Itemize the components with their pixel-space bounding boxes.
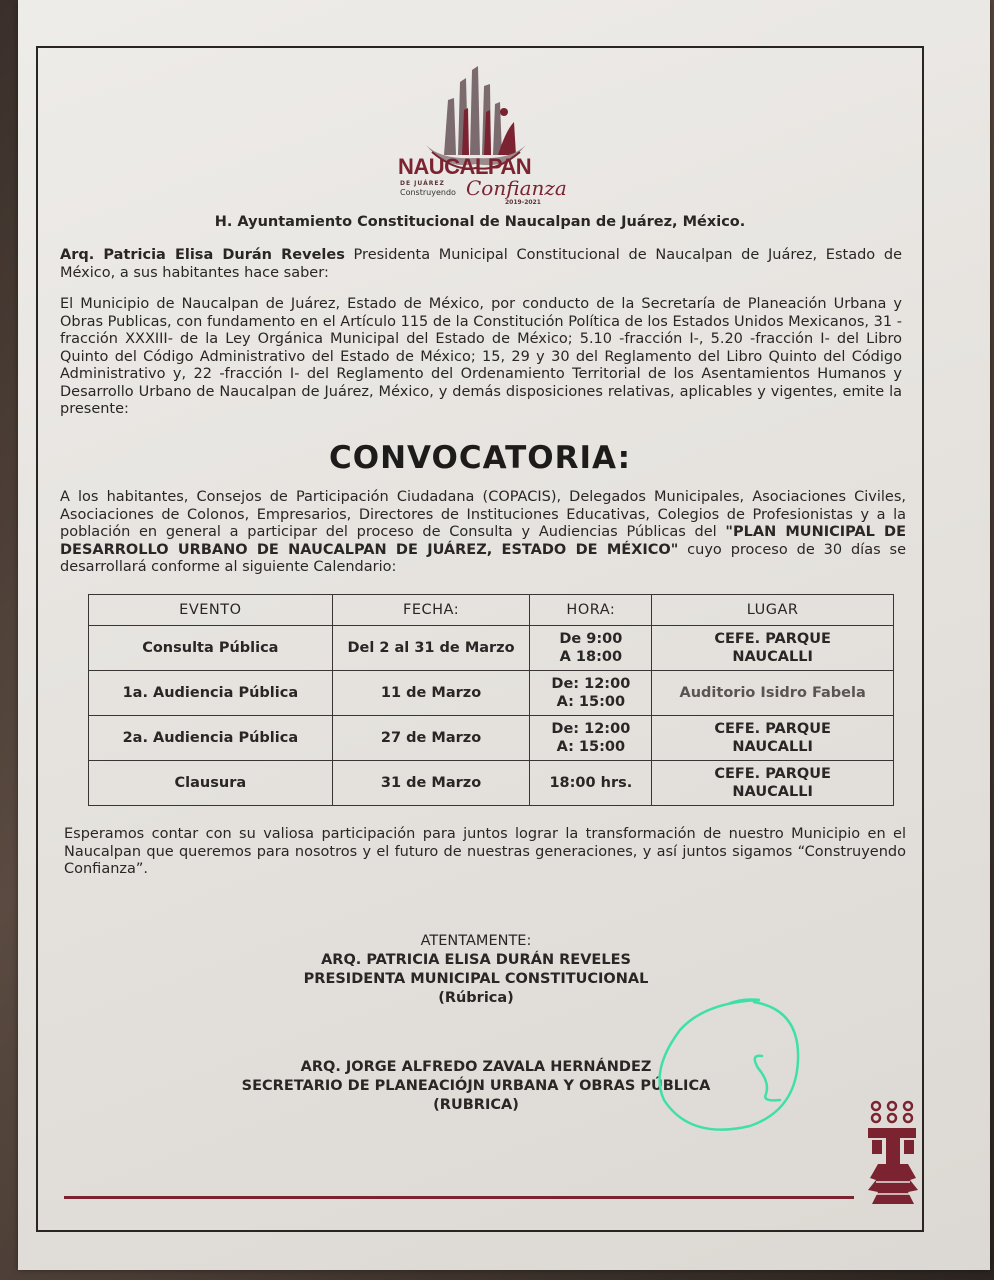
lugar-line2: NAUCALLI — [732, 784, 813, 800]
lugar-line1: Auditorio Isidro Fabela — [679, 685, 866, 701]
hora-start: De: 12:00 — [551, 676, 631, 692]
header-hora: HORA: — [530, 595, 652, 626]
logo-confianza: Confianza — [466, 176, 567, 200]
hora-start: De 9:00 — [559, 631, 623, 647]
hora-end: A: 15:00 — [556, 739, 626, 755]
lugar-line2: NAUCALLI — [732, 739, 813, 755]
hora-end: A: 15:00 — [556, 694, 626, 710]
cell-lugar — [652, 671, 894, 716]
footer-rule — [64, 1196, 854, 1199]
cell-hora — [530, 716, 652, 761]
hand-drawn-circle-annotation — [650, 990, 810, 1140]
call-paragraph — [60, 489, 906, 577]
cell-fecha: 11 de Marzo — [332, 671, 530, 716]
signer-role: SECRETARIO DE PLANEACIÓJN URBANA Y OBRAS PÚBLICA — [241, 1078, 711, 1094]
closing-paragraph: Esperamos contar con su valiosa participación para juntos lograr la transformación de nuestro Municipio en el Naucalpan que queremos para nosotros y el futuro de nuestras generaciones, y así juntos sigamos “Construyendo Confianza”. — [64, 826, 906, 877]
table-row — [89, 716, 894, 761]
table-row — [89, 761, 894, 806]
cell-hora — [530, 671, 652, 716]
cell-lugar — [652, 716, 894, 761]
cell-evento: Clausura — [89, 761, 333, 806]
signer-note: (RUBRICA) — [433, 1097, 519, 1113]
header-lugar: LUGAR — [652, 595, 894, 626]
logo-years: 2019-2021 — [505, 199, 541, 206]
cell-lugar — [652, 761, 894, 806]
table-header-row — [89, 595, 894, 626]
logo-subtitle: DE JUÁREZ — [400, 180, 445, 187]
header-evento: EVENTO — [89, 595, 333, 626]
cell-lugar — [652, 626, 894, 671]
table-row — [89, 671, 894, 716]
intro-paragraph — [60, 247, 902, 282]
cell-hora — [530, 761, 652, 806]
calendar-table — [88, 594, 894, 806]
lugar-line2: NAUCALLI — [732, 649, 813, 665]
legal-paragraph: El Municipio de Naucalpan de Juárez, Estado de México, por conducto de la Secretaría de Planeación Urbana y Obras Publicas, con fundamento en el Artículo 115 de la Constitución Política de los Estados Unidos Mexicanos, 31 -fracción XXXIII- de la Ley Orgánica Municipal del Estado de México; 5.10 -fracción I-, 5.20 -fracción I- del Libro Quinto del Código Administrativo del Estado de México; 15, 29 y 30 del Reglamento del Libro Quinto del Código Administrativo y, 22 -fracción I- del Reglamento del Ordenamiento Territorial de los Asentamientos Humanos y Desarrollo Urbano de Naucalpan de Juárez, México, y demás disposiciones relativas, aplicables y vigentes, emite la presente: — [60, 296, 902, 417]
call-tail: cuyo proceso de 30 días se desarrollará conforme al siguiente Calendario: — [60, 541, 907, 575]
hora-start: De: 12:00 — [551, 721, 631, 737]
lugar-line1: CEFE. PARQUE — [714, 721, 831, 737]
intro-name: Arq. Patricia Elisa Durán Reveles — [60, 247, 345, 263]
lugar-line1: CEFE. PARQUE — [714, 766, 831, 782]
signer-note: (Rúbrica) — [438, 990, 514, 1006]
table-row — [89, 626, 894, 671]
salutation: ATENTAMENTE: — [420, 933, 532, 949]
hora-start: 18:00 hrs. — [549, 775, 633, 791]
header-fecha: FECHA: — [332, 595, 530, 626]
logo-construyendo: Construyendo — [400, 188, 456, 197]
cell-evento: 1a. Audiencia Pública — [89, 671, 333, 716]
cell-evento: Consulta Pública — [89, 626, 333, 671]
call-lead: A los habitantes, Consejos de Participación Ciudadana (COPACIS), Delegados Municipales, Asociaciones Civiles, Asociaciones de Colonos, Empresarios, Directores de Instituciones Educativas, Colegios de Profesionistas y a la población en general a participar del proceso de Consulta y Audiencias Públicas del — [60, 489, 906, 540]
signer-name: ARQ. PATRICIA ELISA DURÁN REVELES — [321, 952, 631, 968]
cell-hora — [530, 626, 652, 671]
cell-fecha: 27 de Marzo — [332, 716, 530, 761]
municipal-emblem-icon — [858, 1098, 928, 1210]
signer-role: PRESIDENTA MUNICIPAL CONSTITUCIONAL — [303, 971, 649, 987]
cell-evento: 2a. Audiencia Pública — [89, 716, 333, 761]
lugar-line1: CEFE. PARQUE — [714, 631, 831, 647]
cell-fecha: Del 2 al 31 de Marzo — [332, 626, 530, 671]
hora-end: A 18:00 — [559, 649, 623, 665]
plan-name: "PLAN MUNICIPAL DE DESARROLLO URBANO DE NAUCALPAN DE JUÁREZ, ESTADO DE MÉXICO" — [60, 524, 906, 558]
logo-wordmark: NAUCALPAN — [398, 154, 532, 179]
institution-heading: H. Ayuntamiento Constitucional de Naucalpan de Juárez, México. — [214, 214, 746, 230]
page-title: CONVOCATORIA: — [328, 440, 632, 476]
cell-fecha: 31 de Marzo — [332, 761, 530, 806]
signer-name: ARQ. JORGE ALFREDO ZAVALA HERNÁNDEZ — [300, 1059, 652, 1075]
intro-text: Presidenta Municipal Constitucional de Naucalpan de Juárez, Estado de México, a sus habitantes hace saber: — [60, 247, 903, 281]
